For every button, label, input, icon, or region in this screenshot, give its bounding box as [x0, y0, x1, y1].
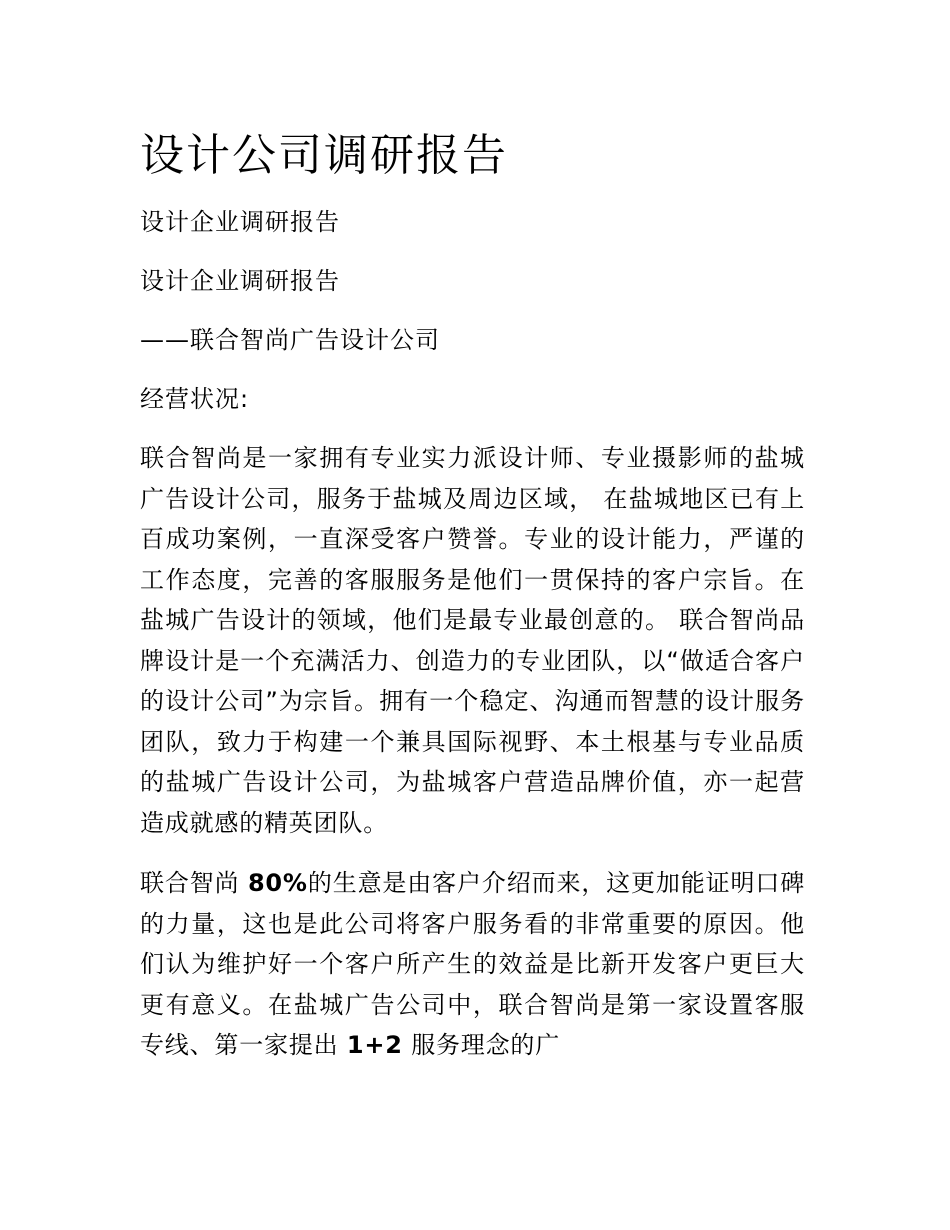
body-paragraph-2: [140, 863, 805, 1066]
document-title: 设计公司调研报告: [140, 130, 508, 181]
subtitle-line-repeat: 设计企业调研报告: [140, 267, 340, 295]
subtitle-line: 设计企业调研报告: [140, 208, 340, 236]
paragraph-text: 的生意是由客户介绍而来，这更加能证明口碑的力量，这也是此公司将客户服务看的非常重要的原因。他们认为维护好一个客户所产生的效益是比新开发客户更巨大更有意义。在盐城广告公司中，联合智尚是第一家设置客服专线、第一家提出: [140, 869, 805, 1059]
body-paragraph-1: 联合智尚是一家拥有专业实力派设计师、专业摄影师的盐城广告设计公司，服务于盐城及周边区域， 在盐城地区已有上百成功案例，一直深受客户赞誉。专业的设计能力，严谨的工作态度，完善的客服服务是他们一贯保持的客户宗旨。在盐城广告设计的领域，他们是最专业最创意的。 联合智尚品牌设计是一个充满活力、创造力的专业团队，以“做适合客户的设计公司”为宗旨。拥有一个稳定、沟通而智慧的设计服务团队，致力于构建一个兼具国际视野、本土根基与专业品质的盐城广告设计公司，为盐城客户营造品牌价值，亦一起营造成就感的精英团队。: [140, 444, 805, 837]
company-name-line: ——联合智尚广告设计公司: [140, 326, 440, 354]
document-page: [140, 126, 805, 1086]
bold-service-concept: 1+2: [346, 1031, 403, 1059]
bold-percentage: 80%: [247, 869, 308, 897]
paragraph-text: 服务理念的广: [402, 1031, 560, 1059]
paragraph-text: 联合智尚: [140, 869, 248, 897]
section-heading: 经营状况:: [140, 385, 250, 413]
